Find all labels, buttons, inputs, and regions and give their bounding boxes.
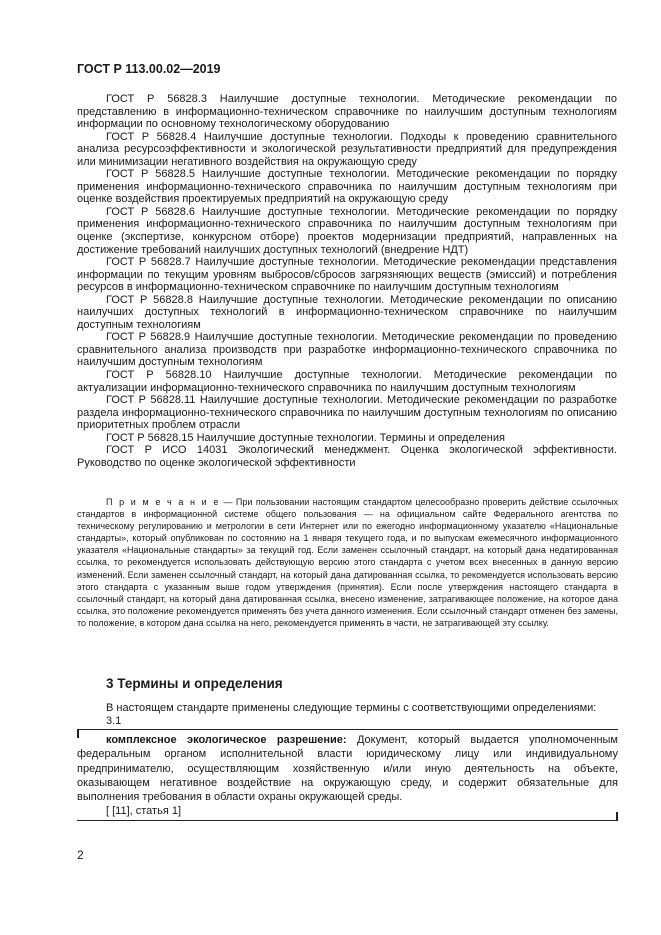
- term-name: комплексное экологическое разрешение:: [106, 734, 347, 746]
- note-text: — При пользовании настоящим стандартом целесообразно проверить действие ссылочных стандартов в информационной системе общего пользования — на официальном сайте Федерального агентства по техническому регулированию и метрологии в сети Интернет или по ежегодно информационному указателю «Национальные стандарты», который опубликован по состоянию на 1 января текущего года, и по выпускам ежемесячного информационного указателя «Национальные стандарты» за текущий год. Если заменен ссылочный стандарт, на который дана недатированная ссылка, то рекомендуется использовать действующую версию этого стандарта с учетом всех внесенных в данную версию изменений. Если заменен ссылочный стандарт, на который дана датированная ссылка, то рекомендуется использовать версию этого стандарта с указанным выше годом утверждения (принятия). Если после утверждения настоящего стандарта в ссылочный стандарт, на который дана датированная ссылка, внесено изменение, затрагивающее положение, на которое дана ссылка, это положение рекомендуется применять без учета данного изменения. Если ссылочный стандарт отменен без замены, то положение, в котором дана ссылка на него, рекомендуется применять в части, не затрагивающей эту ссылку.: [77, 497, 618, 628]
- note-label: П р и м е ч а н и е: [106, 497, 220, 507]
- intro-text: В настоящем стандарте применены следующие термины с соответствующими определениями:: [106, 702, 597, 714]
- reference-list: [77, 93, 617, 469]
- reference-item: ГОСТ Р 56828.11 Наилучшие доступные технологии. Методические рекомендации по разработке раздела информационно-технического справочника по наилучшим доступным технологиям по описанию приоритетных проблем отрасли: [77, 394, 617, 432]
- page-number: 2: [77, 848, 84, 862]
- reference-item: ГОСТ Р 56828.15 Наилучшие доступные технологии. Термины и определения: [106, 431, 505, 444]
- reference-item: ГОСТ Р 56828.9 Наилучшие доступные технологии. Методические рекомендации по проведению сравнительного анализа производств при разработке информационно-технического справочника по наилучшим доступным технологиям: [77, 331, 617, 369]
- reference-item: ГОСТ Р ИСО 14031 Экологический менеджмент. Оценка экологической эффективности. Руководство по оценке экологической эффективности: [77, 444, 617, 469]
- term-source: [ [11], статья 1]: [106, 805, 182, 818]
- term-definition-box: [77, 729, 618, 821]
- term-definition-text: Документ, который выдается уполномоченным федеральным органом исполнительной власти юридическому лицу или индивидуальному предпринимателю, осуществляющим хозяйственную и/или иную деятельность на объекте, оказывающем негативное воздействие на окружающую среду, и содержит обязательные для выполнения требования в области охраны окружающей среды.: [77, 734, 618, 804]
- term-paragraph: [77, 733, 618, 804]
- term-definition: [77, 733, 618, 819]
- document-header: ГОСТ Р 113.00.02—2019: [77, 62, 221, 76]
- reference-item: ГОСТ Р 56828.6 Наилучшие доступные технологии. Методические рекомендации по порядку применения информационно-технического справочника по наилучшим доступным технологиям при оценке (экспертизе, конкурсном отборе) проектов модернизации предприятий, направленных на достижение требований наилучших доступных технологий (внедрение НДТ): [77, 205, 617, 256]
- section-intro: [77, 702, 618, 728]
- reference-item: ГОСТ Р 56828.4 Наилучшие доступные технологии. Подходы к проведению сравнительного анализа ресурсоэффективности и экологической результативности предприятий для предупреждения или минимизации негативного воздействия на окружающую среду: [77, 130, 617, 168]
- reference-item: ГОСТ Р 56828.8 Наилучшие доступные технологии. Методические рекомендации по описанию наилучших доступных технологий в информационно-техническом справочнике по наилучшим доступным технологиям: [77, 293, 617, 331]
- term-number: 3.1: [106, 715, 122, 727]
- section-title: 3 Термины и определения: [106, 676, 283, 691]
- reference-item: ГОСТ Р 56828.3 Наилучшие доступные технологии. Методические рекомендации по представлению в информационно-техническом справочнике по наилучшим доступным технологиям информации по основному технологическому оборудованию: [77, 93, 617, 131]
- reference-item: ГОСТ Р 56828.10 Наилучшие доступные технологии. Методические рекомендации по актуализации информационно-технического справочника по наилучшим доступным технологиям: [77, 369, 617, 394]
- note-paragraph: [77, 496, 618, 629]
- reference-item: ГОСТ Р 56828.5 Наилучшие доступные технологии. Методические рекомендации по порядку применения информационно-технического справочника по наилучшим доступным технологиям при оценке воздействия проектируемых предприятий на окружающую среду: [77, 168, 617, 206]
- note-block: [77, 496, 618, 629]
- reference-item: ГОСТ Р 56828.7 Наилучшие доступные технологии. Методические рекомендации представления информации по текущим уровням выбросов/сбросов загрязняющих веществ (эмиссий) и потребления ресурсов в информационно-техническом справочнике по наилучшим доступным технологиям: [77, 256, 617, 294]
